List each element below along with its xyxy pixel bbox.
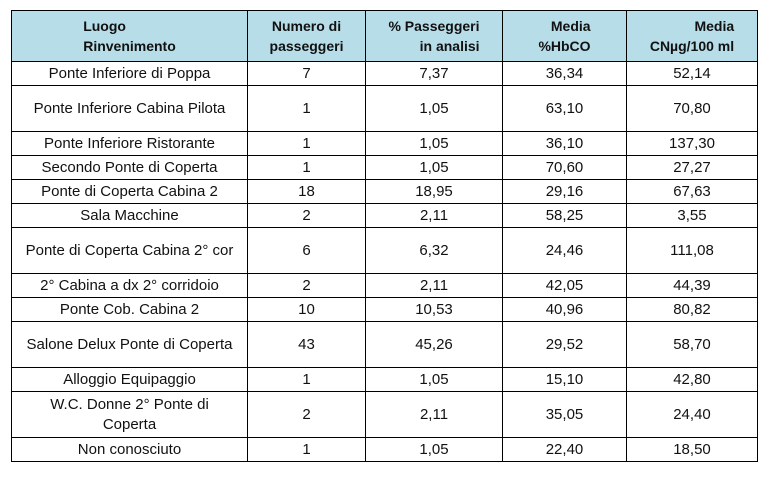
header-line-2: Rinvenimento xyxy=(83,38,176,54)
table-cell: 43 xyxy=(248,322,366,368)
table-row xyxy=(12,228,758,274)
table-cell: Secondo Ponte di Coperta xyxy=(12,156,248,180)
table-cell: 2,11 xyxy=(366,204,503,228)
table-cell: Sala Macchine xyxy=(12,204,248,228)
table-cell: Ponte Inferiore Ristorante xyxy=(12,132,248,156)
table-cell: 2,11 xyxy=(366,274,503,298)
table-row xyxy=(12,132,758,156)
table-cell: 27,27 xyxy=(627,156,758,180)
table-row xyxy=(12,438,758,462)
table-cell: 1,05 xyxy=(366,156,503,180)
table-cell: 24,40 xyxy=(627,392,758,438)
table-row xyxy=(12,392,758,438)
table-cell: 40,96 xyxy=(503,298,627,322)
table-cell: Non conosciuto xyxy=(12,438,248,462)
table-cell: 36,34 xyxy=(503,62,627,86)
table-cell: 2 xyxy=(248,392,366,438)
table-cell: 35,05 xyxy=(503,392,627,438)
table-cell: 2 xyxy=(248,274,366,298)
table-cell: 137,30 xyxy=(627,132,758,156)
table-cell: 10 xyxy=(248,298,366,322)
table-row xyxy=(12,156,758,180)
table-cell: 52,14 xyxy=(627,62,758,86)
header-percent-passeggeri xyxy=(366,11,503,62)
table-cell: 44,39 xyxy=(627,274,758,298)
table-cell: Ponte Cob. Cabina 2 xyxy=(12,298,248,322)
table-cell: 67,63 xyxy=(627,180,758,204)
table-cell: 1,05 xyxy=(366,368,503,392)
header-line-1: Numero di xyxy=(271,18,342,34)
table-cell: 1 xyxy=(248,438,366,462)
header-line-1: % Passeggeri xyxy=(388,18,480,34)
table-cell: 18 xyxy=(248,180,366,204)
table-cell: 10,53 xyxy=(366,298,503,322)
table-row xyxy=(12,62,758,86)
table-body xyxy=(12,62,758,462)
table-cell: 70,80 xyxy=(627,86,758,132)
table-row xyxy=(12,368,758,392)
table-cell: 45,26 xyxy=(366,322,503,368)
table-cell: 1,05 xyxy=(366,132,503,156)
header-line-2: CNµg/100 ml xyxy=(649,38,735,54)
table-header xyxy=(12,11,758,62)
table-cell: 29,16 xyxy=(503,180,627,204)
header-media-cn xyxy=(627,11,758,62)
table-cell: 80,82 xyxy=(627,298,758,322)
table-cell: Ponte Inferiore Cabina Pilota xyxy=(12,86,248,132)
table-cell: 42,05 xyxy=(503,274,627,298)
table-cell: 18,95 xyxy=(366,180,503,204)
table-cell: 6 xyxy=(248,228,366,274)
table-cell: 2 xyxy=(248,204,366,228)
table-cell: 22,40 xyxy=(503,438,627,462)
table-cell: Ponte di Coperta Cabina 2 xyxy=(12,180,248,204)
table-cell: 24,46 xyxy=(503,228,627,274)
table-cell: 42,80 xyxy=(627,368,758,392)
table-row xyxy=(12,180,758,204)
table-cell: 1,05 xyxy=(366,86,503,132)
table-cell: 1 xyxy=(248,86,366,132)
table-cell: Ponte di Coperta Cabina 2° cor xyxy=(12,228,248,274)
header-media-hbco xyxy=(503,11,627,62)
table-row xyxy=(12,204,758,228)
table-row xyxy=(12,298,758,322)
table-cell: 63,10 xyxy=(503,86,627,132)
table-cell: 7,37 xyxy=(366,62,503,86)
header-line-1: Media xyxy=(550,18,591,34)
table-cell: 29,52 xyxy=(503,322,627,368)
table-cell: Alloggio Equipaggio xyxy=(12,368,248,392)
table-cell: 58,70 xyxy=(627,322,758,368)
table-cell: 70,60 xyxy=(503,156,627,180)
table-row xyxy=(12,86,758,132)
table-cell: 6,32 xyxy=(366,228,503,274)
table-cell: 58,25 xyxy=(503,204,627,228)
table-cell: 2° Cabina a dx 2° corridoio xyxy=(12,274,248,298)
table-cell: 111,08 xyxy=(627,228,758,274)
table-row xyxy=(12,274,758,298)
table-cell: 18,50 xyxy=(627,438,758,462)
table-cell: Salone Delux Ponte di Coperta xyxy=(12,322,248,368)
table-cell: 1 xyxy=(248,156,366,180)
table-cell: 7 xyxy=(248,62,366,86)
table-cell: Ponte Inferiore di Poppa xyxy=(12,62,248,86)
header-line-1: Media xyxy=(694,18,735,34)
table-cell: W.C. Donne 2° Ponte di Coperta xyxy=(12,392,248,438)
table-cell: 1,05 xyxy=(366,438,503,462)
table-cell: 1 xyxy=(248,132,366,156)
table-cell: 36,10 xyxy=(503,132,627,156)
table-cell: 1 xyxy=(248,368,366,392)
header-line-1: Luogo xyxy=(83,18,126,34)
table-cell: 15,10 xyxy=(503,368,627,392)
header-line-2: passeggeri xyxy=(269,38,344,54)
header-line-2: in analisi xyxy=(419,38,480,54)
header-row xyxy=(12,11,758,62)
header-luogo xyxy=(12,11,248,62)
header-line-2: %HbCO xyxy=(538,38,591,54)
table-cell: 3,55 xyxy=(627,204,758,228)
header-numero-passeggeri xyxy=(248,11,366,62)
table-cell: 2,11 xyxy=(366,392,503,438)
passenger-table xyxy=(11,10,758,462)
table-row xyxy=(12,322,758,368)
